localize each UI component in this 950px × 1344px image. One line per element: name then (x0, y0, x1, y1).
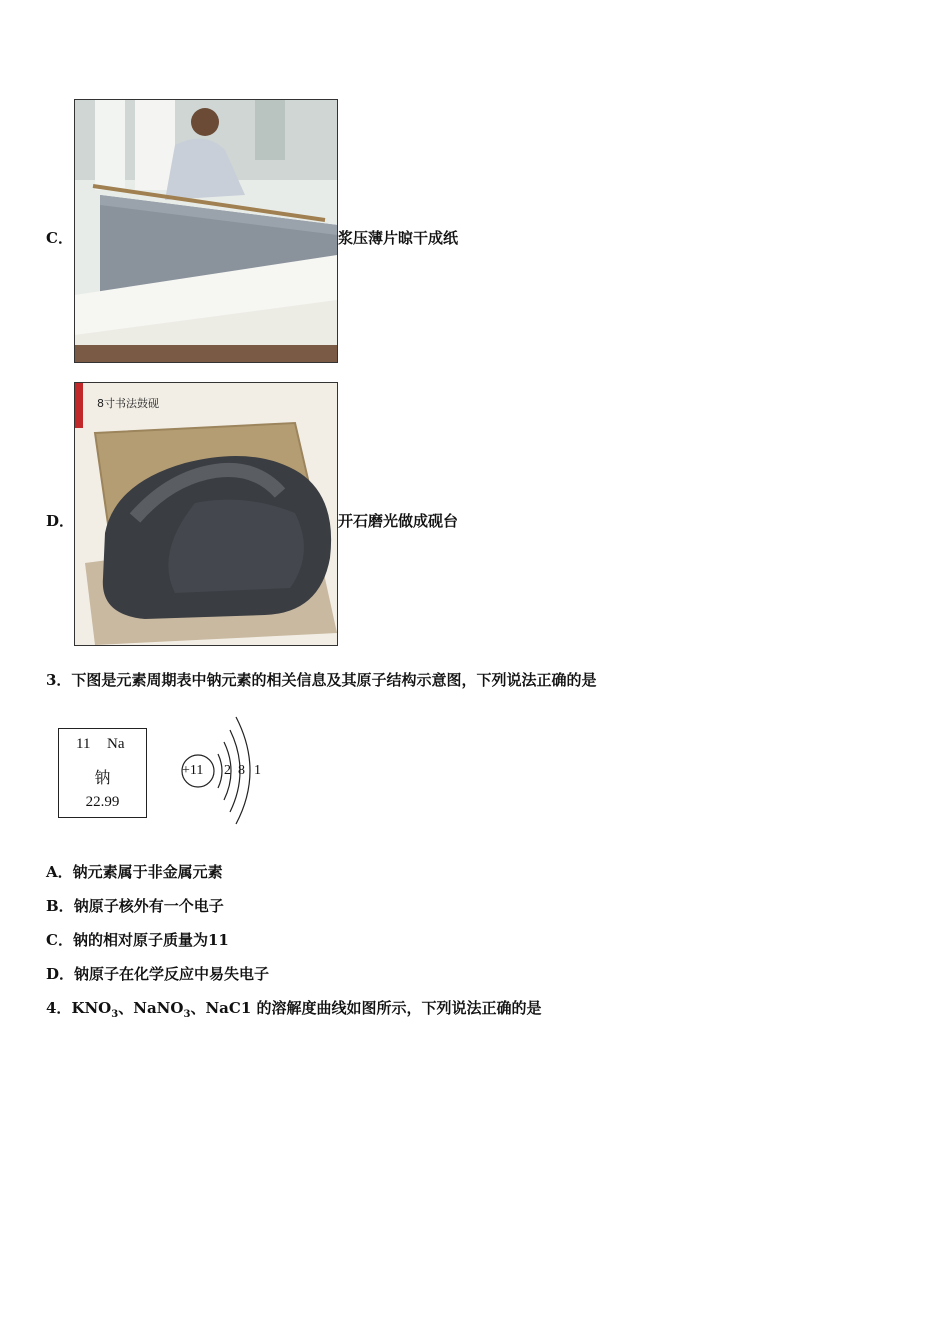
paper-drying-photo (74, 99, 338, 363)
element-name: 钠 (94, 768, 111, 787)
inkstone-photo (74, 382, 338, 646)
option-c-text: 浆压薄片晾干成纸 (338, 229, 459, 247)
option-d-label: D． (46, 512, 75, 530)
question-4-stem: 4．$KNO_3$、NaNO$_3$、NaC1 的溶解度曲线如图所示，下列说法正确的是 (46, 999, 542, 1020)
option-c-label: C． (46, 229, 73, 247)
shell-3-electrons: 1 (254, 763, 261, 778)
atomic-number: 11 (76, 736, 91, 752)
shell-2-electrons: 8 (238, 763, 245, 778)
question-3-option-d: D．钠原子在化学反应中易失电子 (46, 965, 270, 983)
option-d-text: 开石磨光做成砚台 (338, 512, 459, 530)
shell-1-electrons: 2 (224, 763, 231, 778)
atom-structure-diagram (178, 712, 278, 826)
question-3-option-b: B．钠原子核外有一个电子 (46, 897, 224, 915)
question-3-option-a: A．钠元素属于非金属元素 (46, 863, 223, 881)
question-3-stem: 3．下图是元素周期表中钠元素的相关信息及其原子结构示意图，下列说法正确的是 (46, 671, 597, 689)
nucleus-charge: +11 (182, 763, 204, 778)
periodic-table-cell (58, 728, 147, 818)
element-symbol: Na (107, 736, 125, 752)
question-3-option-c: C．钠的相对原子质量为11 (46, 931, 229, 949)
atomic-mass: 22.99 (85, 794, 120, 810)
inkstone-caption: 8寸书法鼓砚 (97, 397, 159, 410)
